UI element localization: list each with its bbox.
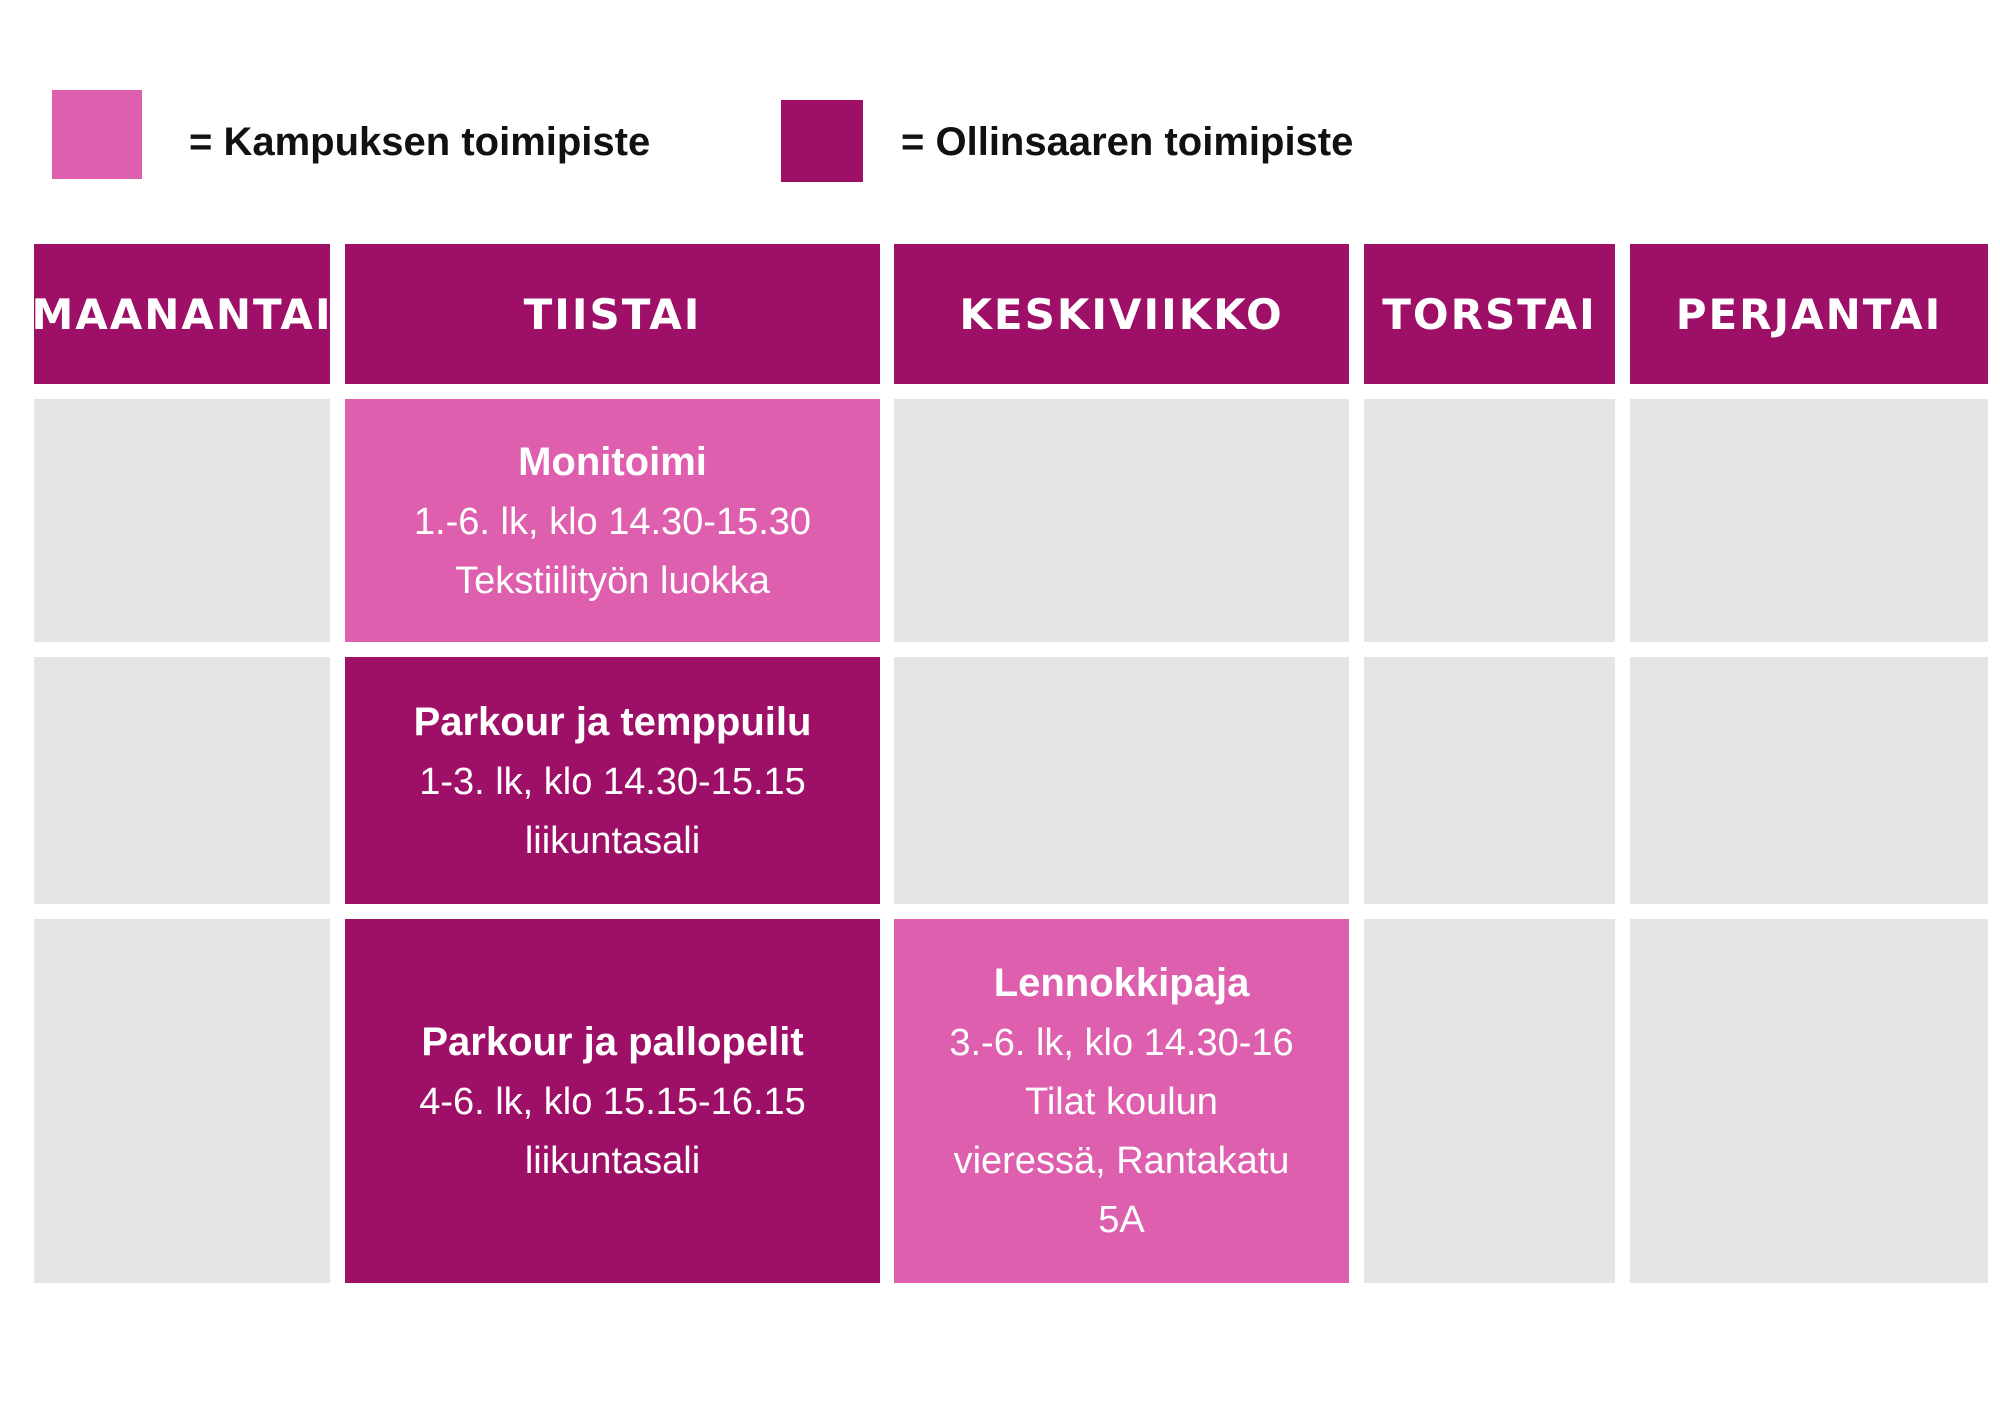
- slot-wednesday-2: [894, 657, 1349, 904]
- activity-title: Parkour ja temppuilu: [413, 699, 812, 744]
- activity-place: liikuntasali: [524, 1140, 701, 1182]
- activity-monitoimi: [345, 399, 880, 642]
- activity-parkour-pallopelit: [345, 919, 880, 1283]
- slot-thursday-2: [1364, 657, 1615, 904]
- activity-place: Tekstiilityön luokka: [455, 559, 770, 602]
- slot-friday-3: [1630, 919, 1988, 1283]
- slot-friday-2: [1630, 657, 1988, 904]
- slot-monday-2: [34, 657, 330, 904]
- header-thursday: TORSTAI: [1364, 244, 1615, 384]
- activity-place: Tilat koulun: [1025, 1081, 1218, 1123]
- slot-monday-3: [34, 919, 330, 1283]
- activity-title: Parkour ja pallopelit: [421, 1020, 804, 1064]
- legend-swatch-ollinsaari: [781, 100, 863, 182]
- legend-label-campus: = Kampuksen toimipiste: [189, 120, 651, 164]
- header-tuesday: TIISTAI: [345, 244, 880, 384]
- activity-title: Lennokkipaja: [993, 961, 1250, 1005]
- legend-label-ollinsaari: = Ollinsaaren toimipiste: [901, 120, 1354, 164]
- activity-time: 1-3. lk, klo 14.30-15.15: [419, 760, 806, 803]
- activity-time: 4-6. lk, klo 15.15-16.15: [419, 1081, 806, 1123]
- activity-place: vieressä, Rantakatu: [953, 1140, 1290, 1182]
- legend-swatch-campus: [52, 90, 142, 179]
- header-monday: MAANANTAI: [34, 244, 330, 384]
- activity-place: liikuntasali: [524, 819, 701, 862]
- slot-monday-1: [34, 399, 330, 642]
- slot-friday-1: [1630, 399, 1988, 642]
- activity-time: 3.-6. lk, klo 14.30-16: [949, 1022, 1294, 1064]
- activity-place: 5A: [1098, 1199, 1145, 1241]
- header-friday: PERJANTAI: [1630, 244, 1988, 384]
- header-wednesday: KESKIVIIKKO: [894, 244, 1349, 384]
- slot-wednesday-1: [894, 399, 1349, 642]
- slot-thursday-3: [1364, 919, 1615, 1283]
- activity-parkour-temppuilu: [345, 657, 880, 904]
- slot-thursday-1: [1364, 399, 1615, 642]
- activity-title: Monitoimi: [518, 439, 707, 484]
- activity-lennokkipaja: [894, 919, 1349, 1283]
- activity-time: 1.-6. lk, klo 14.30-15.30: [413, 500, 812, 543]
